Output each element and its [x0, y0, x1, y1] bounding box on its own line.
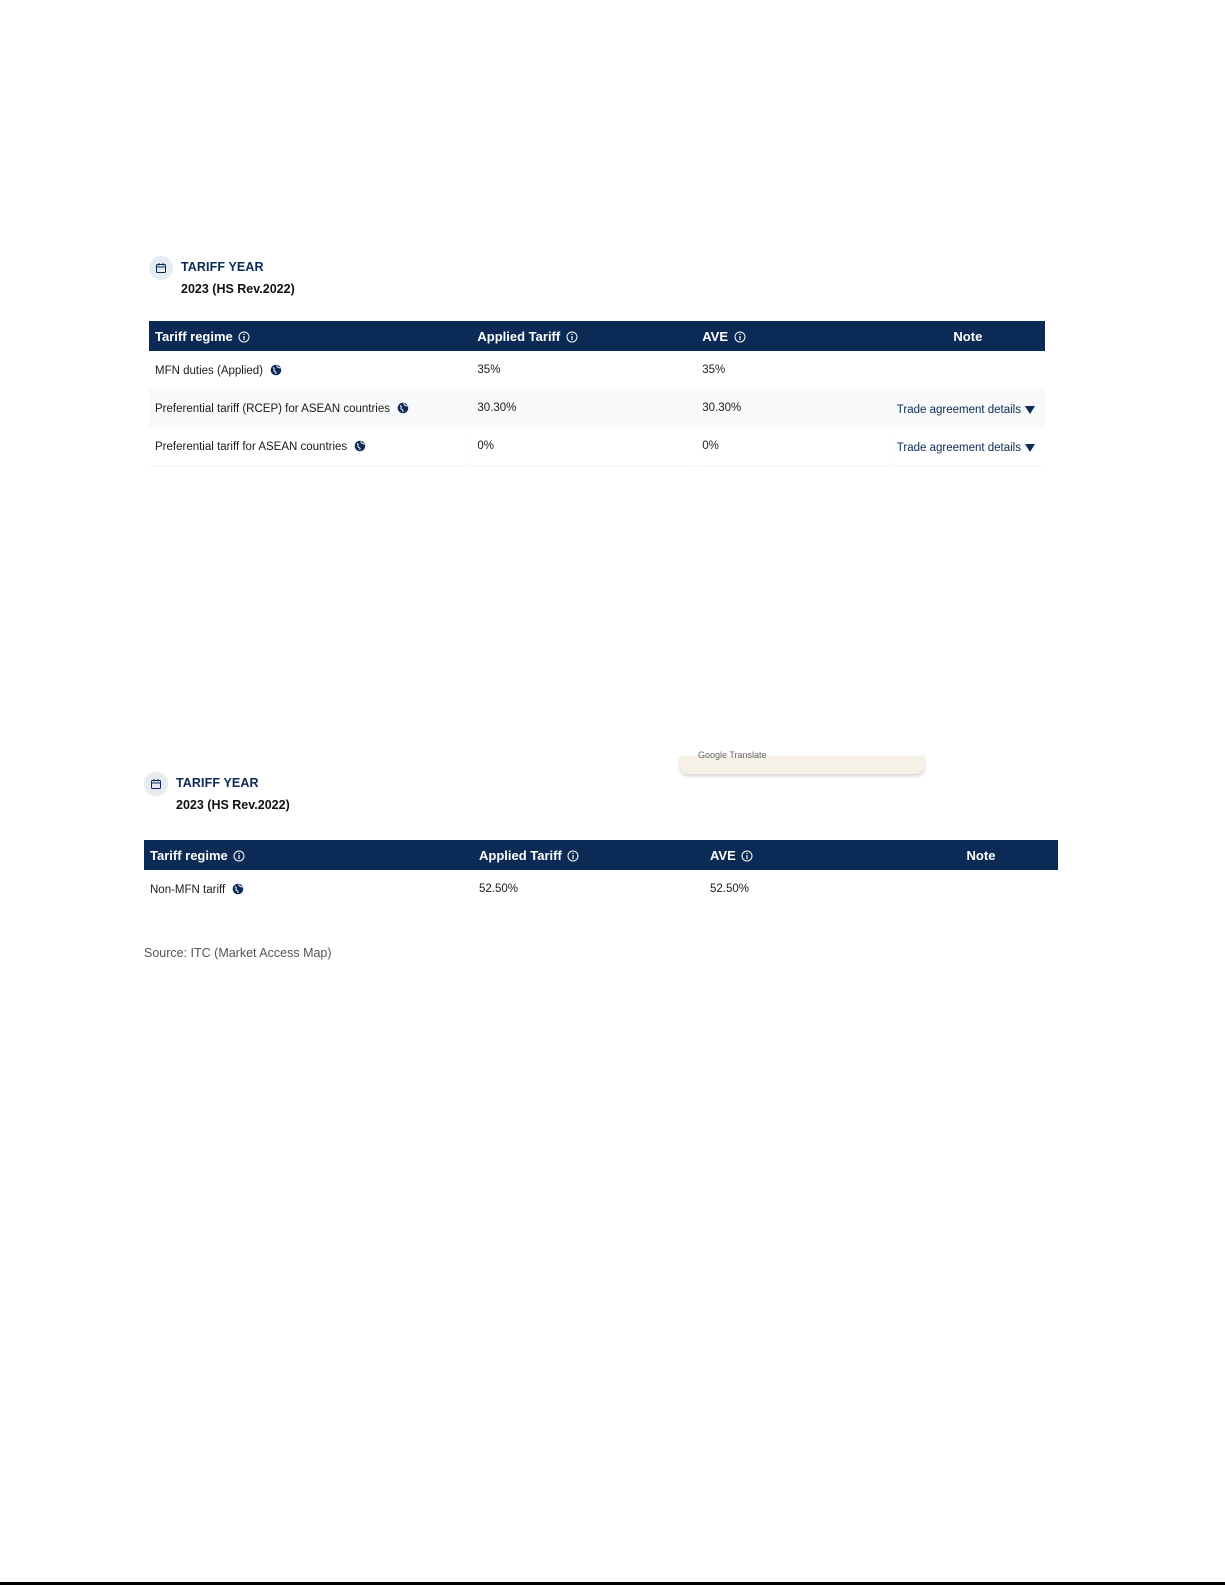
- column-header-note: Note: [904, 840, 1058, 870]
- caret-down-icon: [1025, 444, 1035, 452]
- info-icon[interactable]: [741, 850, 753, 862]
- trade-agreement-details-link[interactable]: Trade agreement details: [897, 442, 1039, 454]
- info-icon[interactable]: [238, 331, 250, 343]
- applied-tariff-cell: 35%: [477, 364, 501, 376]
- note-cell: [891, 427, 1045, 465]
- globe-icon[interactable]: [397, 402, 409, 414]
- applied-tariff-cell: 30.30%: [471, 389, 696, 427]
- regime-cell: Preferential tariff (RCEP) for ASEAN countries: [149, 389, 471, 427]
- applied-tariff-cell: 0%: [471, 427, 696, 465]
- table-header-row: [144, 840, 1058, 870]
- source-note: Source: ITC (Market Access Map): [144, 946, 332, 960]
- column-header-tariff-regime: Tariff regime: [144, 840, 473, 870]
- column-header-ave: AVE: [704, 840, 904, 870]
- ave-cell: 30.30%: [696, 389, 891, 427]
- info-icon[interactable]: [734, 331, 746, 343]
- tariff-year-block: [144, 772, 290, 812]
- applied-tariff-cell: 52.50%: [479, 883, 519, 895]
- column-header-applied-tariff: Applied Tariff: [473, 840, 704, 870]
- tariff-year-label: TARIFF YEAR: [181, 260, 264, 274]
- translate-popup[interactable]: [680, 750, 924, 774]
- regime-cell: Preferential tariff for ASEAN countries: [149, 427, 471, 465]
- info-icon[interactable]: [567, 850, 579, 862]
- calendar-icon: [144, 772, 168, 796]
- table-row: [149, 351, 1045, 389]
- note-cell: [891, 389, 1045, 427]
- note-cell: [904, 870, 1058, 908]
- translate-popup-text: Google Translate: [698, 750, 767, 760]
- ave-cell: 52.50%: [710, 883, 750, 895]
- tariff-year-label: TARIFF YEAR: [176, 776, 259, 790]
- table-row: [149, 427, 1045, 465]
- info-icon[interactable]: [233, 850, 245, 862]
- globe-icon[interactable]: [270, 364, 282, 376]
- ave-cell: 0%: [696, 427, 891, 465]
- regime-cell: MFN duties (Applied): [149, 351, 471, 389]
- caret-down-icon: [1025, 406, 1035, 414]
- trade-agreement-details-link[interactable]: Trade agreement details: [897, 404, 1039, 416]
- note-cell: [891, 351, 1045, 389]
- regime-cell: Non-MFN tariff: [144, 870, 473, 908]
- table-row: [149, 389, 1045, 427]
- column-header-note: Note: [891, 321, 1045, 351]
- ave-cell: 35%: [702, 364, 726, 376]
- globe-icon[interactable]: [354, 440, 366, 452]
- column-header-applied-tariff: Applied Tariff: [471, 321, 696, 351]
- table-header-row: [149, 321, 1045, 351]
- tariff-table: [149, 321, 1045, 465]
- tariff-year-block: [149, 256, 295, 296]
- tariff-year-value: 2023 (HS Rev.2022): [176, 798, 290, 812]
- globe-icon[interactable]: [232, 883, 244, 895]
- tariff-table: [144, 840, 1058, 908]
- calendar-icon: [149, 256, 173, 280]
- column-header-tariff-regime: Tariff regime: [149, 321, 471, 351]
- tariff-year-value: 2023 (HS Rev.2022): [181, 282, 295, 296]
- info-icon[interactable]: [566, 331, 578, 343]
- column-header-ave: AVE: [696, 321, 891, 351]
- table-row: [144, 870, 1058, 908]
